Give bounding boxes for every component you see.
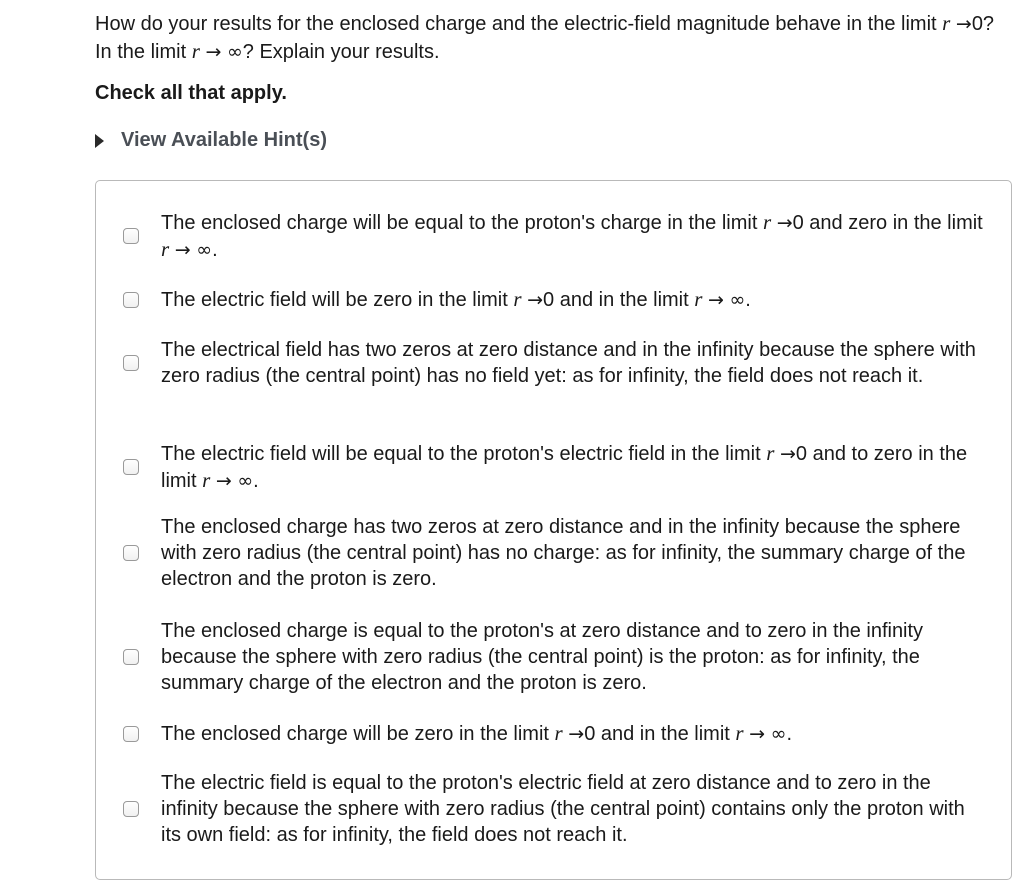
option-checkbox[interactable] (123, 292, 139, 308)
infinity-symbol: ∞ (729, 289, 746, 311)
math-variable: r (762, 210, 772, 234)
view-hints-toggle[interactable] (95, 129, 327, 152)
option-label: The electrical field has two zeros at zero distance and in the infinity because the sphere with zero radius (the central point) has no field yet: as for infinity, the field does not reach it. (161, 339, 976, 387)
arrow-symbol: → (568, 723, 585, 745)
option-label-part: 0 and zero in the limit (792, 212, 983, 234)
question-part: How do your results for the enclosed charge and the electric-field magnitude behave in the limit (95, 13, 937, 35)
option-checkbox[interactable] (123, 545, 139, 561)
option-label (161, 209, 983, 263)
option-label-part: 0 and in the limit (584, 723, 730, 745)
option-checkbox[interactable] (123, 228, 139, 244)
math-variable: r (161, 237, 170, 261)
option-4[interactable] (123, 440, 983, 494)
arrow-symbol: → (205, 41, 222, 63)
option-checkbox[interactable] (123, 649, 139, 665)
math-variable: r (942, 11, 951, 35)
arrow-symbol: → (215, 470, 232, 492)
option-label-part: The enclosed charge will be zero in the limit (161, 723, 549, 745)
arrow-symbol: → (174, 239, 191, 261)
arrow-symbol: → (779, 443, 796, 465)
arrow-symbol: → (707, 289, 724, 311)
option-8[interactable] (123, 770, 983, 848)
option-checkbox[interactable] (123, 459, 139, 475)
option-label: The enclosed charge has two zeros at zero distance and in the infinity because the sphere with zero radius (the central point) has no charge: as for infinity, the summary charge of the electron and the proton is zero. (161, 516, 966, 590)
option-7[interactable] (123, 720, 983, 747)
arrow-symbol: → (749, 723, 766, 745)
math-variable: r (202, 468, 211, 492)
option-label-part: The enclosed charge will be equal to the proton's charge in the limit (161, 212, 758, 234)
option-label-part: . (212, 239, 218, 261)
math-variable: r (191, 39, 200, 63)
math-variable: r (735, 721, 744, 745)
arrow-symbol: → (955, 13, 972, 35)
question-text (95, 10, 1010, 66)
option-label: The electric field is equal to the proton's electric field at zero distance and to zero in the infinity because the sphere with zero radius (the central point) contains only the proton with its own field: as for infinity, the field does not reach it. (161, 772, 965, 846)
option-1[interactable] (123, 209, 983, 263)
math-variable: r (513, 287, 522, 311)
infinity-symbol: ∞ (226, 41, 243, 63)
option-label-part: 0 and in the limit (543, 289, 689, 311)
arrow-symbol: → (527, 289, 544, 311)
option-label (161, 286, 751, 313)
option-label (161, 440, 983, 494)
math-variable: r (694, 287, 703, 311)
option-label-part: 0 and to zero in the limit (161, 443, 968, 492)
options-panel (95, 180, 1012, 880)
view-hints-label: View Available Hint(s) (121, 129, 327, 151)
infinity-symbol: ∞ (237, 470, 254, 492)
option-3[interactable] (123, 337, 983, 389)
option-label-part: . (253, 470, 259, 492)
option-label: The enclosed charge is equal to the proton's at zero distance and to zero in the infinity because the sphere with zero radius (the central point) is the proton: as for infinity, the summary charge of the electron and the proton is zero. (161, 620, 924, 694)
caret-right-icon (95, 134, 104, 148)
option-label-part: . (745, 289, 751, 311)
arrow-symbol: → (776, 212, 793, 234)
option-label (161, 720, 792, 747)
infinity-symbol: ∞ (770, 723, 787, 745)
infinity-symbol: ∞ (196, 239, 213, 261)
option-label-part: The electric field will be zero in the limit (161, 289, 508, 311)
option-6[interactable] (123, 618, 983, 696)
option-label-part: . (786, 723, 793, 745)
math-variable: r (766, 441, 775, 465)
option-2[interactable] (123, 286, 983, 313)
math-variable: r (554, 721, 563, 745)
option-label-part: The electric field will be equal to the proton's electric field in the limit (161, 443, 761, 465)
instruction-text: Check all that apply. (95, 82, 287, 104)
question-part: ? Explain your results. (242, 41, 440, 63)
option-5[interactable] (123, 514, 983, 592)
option-checkbox[interactable] (123, 801, 139, 817)
option-checkbox[interactable] (123, 726, 139, 742)
option-checkbox[interactable] (123, 355, 139, 371)
question-part: 0? In the limit (95, 13, 995, 63)
